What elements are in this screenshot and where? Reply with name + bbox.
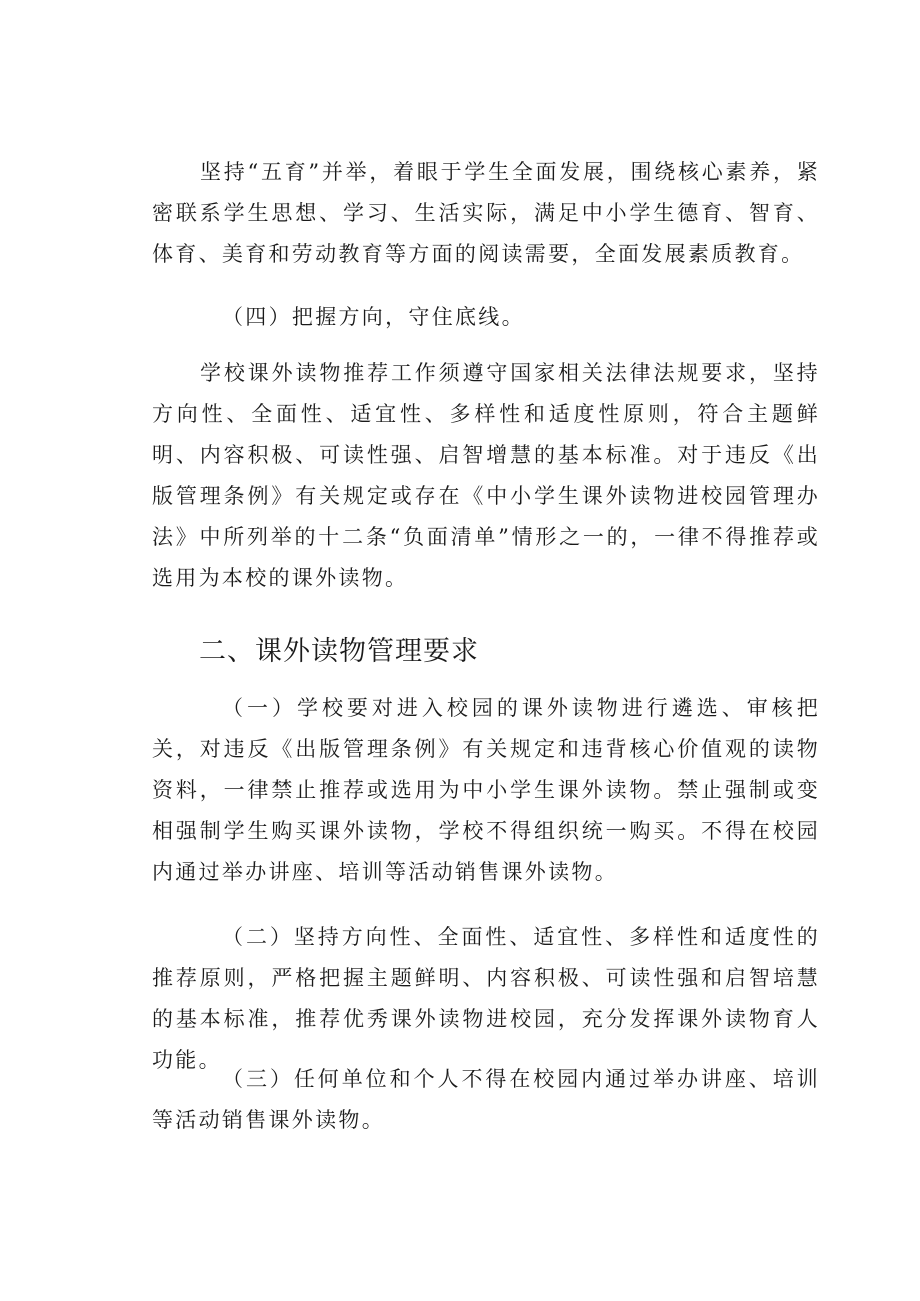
- paragraph-five-education: 坚持“五育”并举，着眼于学生全面发展，围绕核心素养，紧密联系学生思想、学习、生活实际，满足中小学生德育、智育、体育、美育和劳动教育等方面的阅读需要，全面发展素质教育。: [152, 160, 820, 266]
- paragraph-recommendation-rules: 学校课外读物推荐工作须遵守国家相关法律法规要求，坚持方向性、全面性、适宜性、多样性和适度性原则，符合主题鲜明、内容积极、可读性强、启智增慧的基本标准。对于违反《出版管理条例》有关规定或存在《中小学生课外读物进校园管理办法》中所列举的十二条“负面清单”情形之一的，一律不得推荐或选用为本校的课外读物。: [152, 361, 820, 590]
- subheading-grasp-direction: （四）把握方向，守住底线。: [222, 305, 525, 329]
- section-heading: 二、课外读物管理要求: [199, 636, 479, 667]
- paragraph-item-two: （二）坚持方向性、全面性、适宜性、多样性和适度性的推荐原则，严格把握主题鲜明、内容积极、可读性强和启智培慧的基本标准，推荐优秀课外读物进校园，充分发挥课外读物育人功能。: [152, 925, 820, 1072]
- paragraph-item-three: （三）任何单位和个人不得在校园内通过举办讲座、培训等活动销售课外读物。: [152, 1067, 820, 1132]
- paragraph-item-one: （一）学校要对进入校园的课外读物进行遴选、审核把关，对违反《出版管理条例》有关规定和违背核心价值观的读物资料，一律禁止推荐或选用为中小学生课外读物。禁止强制或变相强制学生购买课外读物，学校不得组织统一购买。不得在校园内通过举办讲座、培训等活动销售课外读物。: [152, 696, 820, 884]
